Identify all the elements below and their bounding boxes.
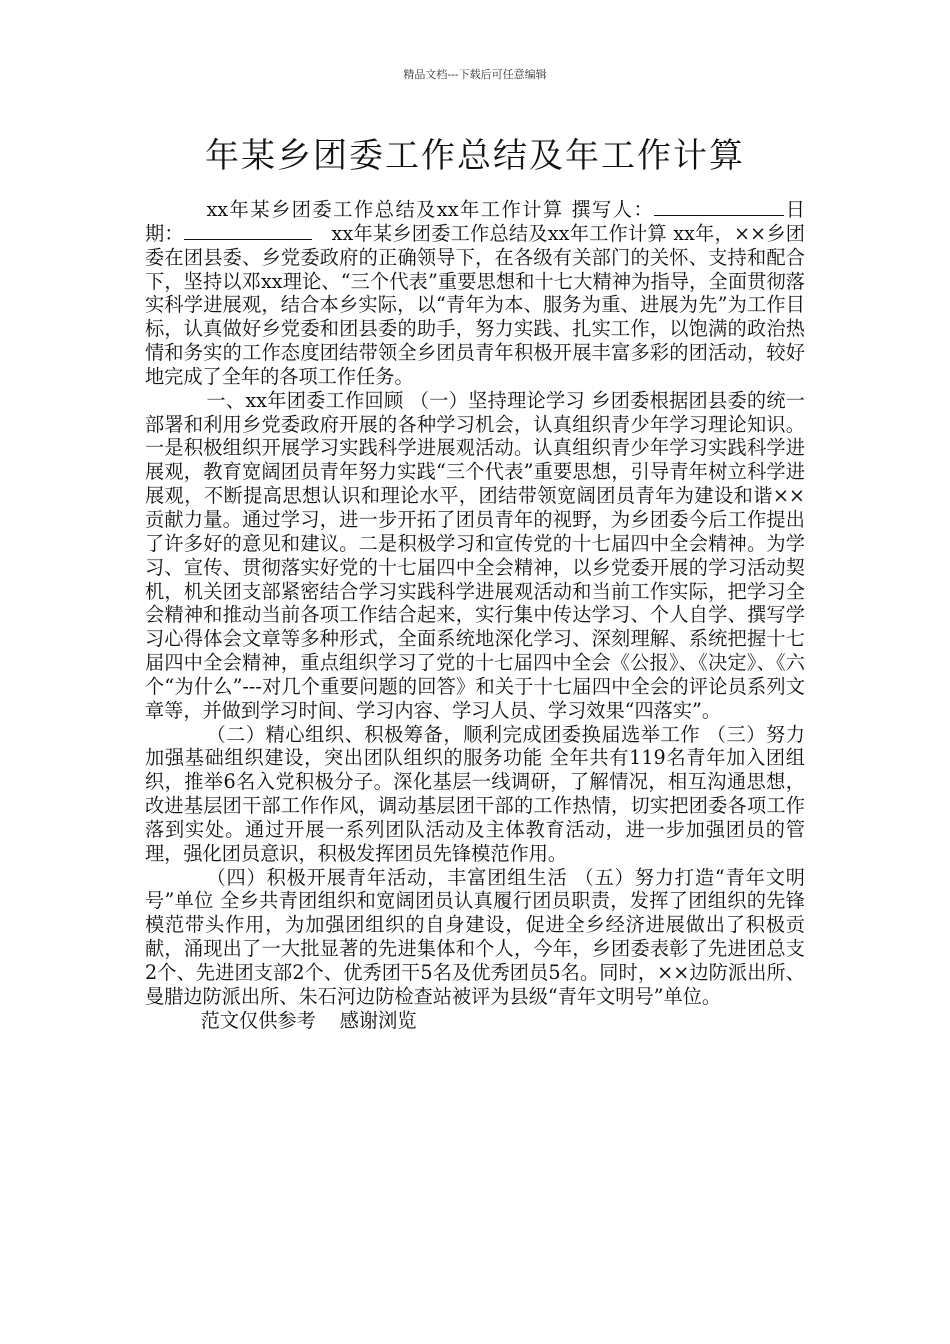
paragraph-review: 一、xx年团委工作回顾 （一）坚持理论学习 乡团委根据团县委的统一部署和利用乡党委政府开展的各种学习机会，认真组织青少年学习理论知识。一是积极组织开展学习实践科学进展观活动。认真组织青少年学习实践科学进展观，教育宽阔团员青年努力实践“三个代表”重要思想，引导青年树立科学进展观，不断提高思想认识和理论水平，团结带领宽阔团员青年为建设和谐××贡献力量。通过学习，进一步开拓了团员青年的视野，为乡团委今后工作提出了许多好的意见和建议。二是积极学习和宣传党的十七届四中全会精神。为学习、宣传、贯彻落实好党的十七届四中全会精神，以乡党委开展的学习活动契机，机关团支部紧密结合学习实践科学进展观活动和当前工作实际，把学习全会精神和推动当前各项工作结合起来，实行集中传达学习、个人自学、撰写学习心得体会文章等多种形式，全面系统地深化学习、深刻理解、系统把握十七届四中全会精神，重点组织学习了党的十七届四中全会《公报》、《决定》、《六个“为什么”---对几个重要问题的回答》和关于十七届四中全会的评论员系列文章等，并做到学习时间、学习内容、学习人员、学习效果“四落实”。 [145, 388, 805, 722]
document-body [145, 198, 825, 1033]
intro-lead: xx年某乡团委工作总结及xx年工作计算 撰写人： [206, 198, 655, 221]
author-blank [654, 199, 754, 216]
paragraph-organization: （二）精心组织、积极筹备，顺利完成团委换届选举工作 （三）努力加强基础组织建设，突出团队组织的服务功能 全年共有119名青年加入团组织，推举6名入党积极分子。深化基层一线调研，了解情况，相互沟通思想，改进基层团干部工作作风，调动基层团干部的工作热情，切实把团委各项工作落到实处。通过开展一系列团队活动及主体教育活动，进一步加强团员的管理，强化团员意识，积极发挥团员先锋模范作用。 [145, 722, 805, 865]
document-title: 年某乡团委工作总结及年工作计算 [205, 136, 745, 176]
paragraph-activities: （四）积极开展青年活动，丰富团组生活 （五）努力打造“青年文明号”单位 全乡共青团组织和宽阔团员认真履行团员职责，发挥了团组织的先锋模范带头作用，为加强团组织的自身建设，促进全乡经济进展做出了积极贡献，涌现出了一大批显著的先进集体和个人，今年，乡团委表彰了先进团总支2个、先进团支部2个、优秀团干5名及优秀团员5名。同时，××边防派出所、曼腊边防派出所、朱石河边防检查站被评为县级“青年文明号”单位。 [145, 865, 805, 1008]
intro-text: xx年某乡团委工作总结及xx年工作计算 xx年，××乡团委在团县委、乡党委政府的正确领导下，在各级有关部门的关怀、支持和配合下，坚持以邓xx理论、“三个代表”重要思想和十七大精神为指导，全面贯彻落实科学进展观，结合本乡实际，以“青年为本、服务为重、进展为先”为工作目标，认真做好乡党委和团县委的助手，努力实践、扎实工作，以饱满的政治热情和务实的工作态度团结带领全乡团员青年积极开展丰富多彩的团活动，较好地完成了全年的各项工作任务。 [145, 221, 805, 388]
author-blank-continued [754, 199, 784, 216]
footer-right: 感谢浏览 [339, 1008, 417, 1032]
footer-line [145, 1009, 805, 1033]
header-note: 精品文档---下载后可任意编辑 [403, 68, 547, 81]
footer-left: 范文仅供参考 [200, 1008, 316, 1032]
intro-paragraph [145, 198, 825, 389]
date-label: 日 期： [145, 198, 825, 245]
date-blank [184, 223, 312, 240]
